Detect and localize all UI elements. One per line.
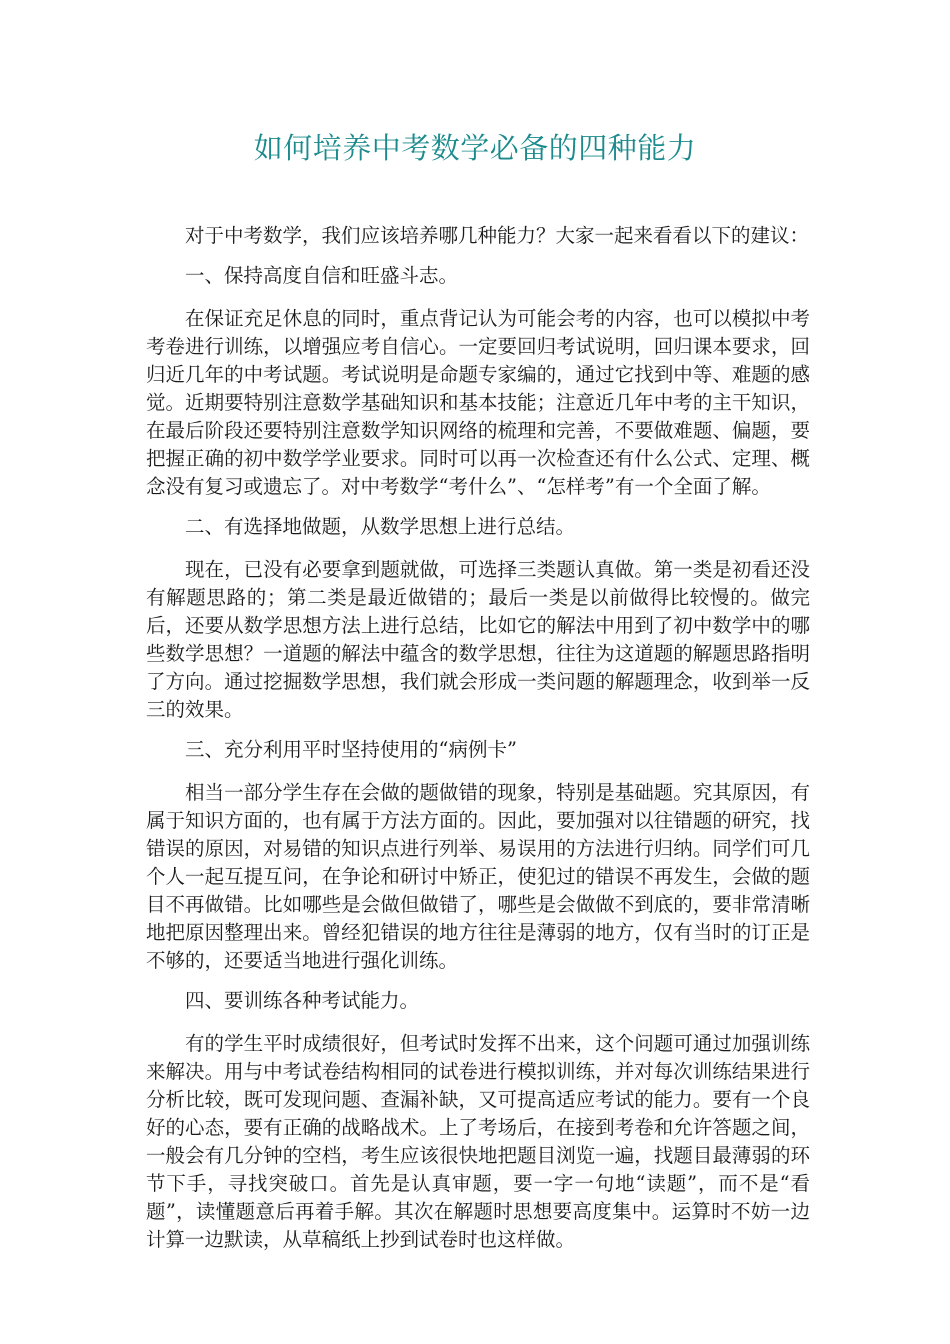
section-heading-3: 三、充分利用平时坚持使用的“病例卡” xyxy=(185,738,517,761)
section-heading-1: 一、保持高度自信和旺盛斗志。 xyxy=(185,264,459,287)
document-body xyxy=(146,222,810,1266)
document-title: 如何培养中考数学必备的四种能力 xyxy=(253,131,697,165)
section-body-2: 现在，已没有必要拿到题就做，可选择三类题认真做。第一类是初看还没有解题思路的；第二类是最近做错的；最后一类是以前做得比较慢的。做完后，还要从数学思想方法上进行总结，比如它的解法中用到了初中数学中的哪些数学思想？一道题的解法中蕴含的数学思想，往往为这道题的解题思路指明了方向。通过挖掘数学思想，我们就会形成一类问题的解题理念，收到举一反三的效果。 xyxy=(146,558,810,721)
section-heading-4: 四、要训练各种考试能力。 xyxy=(185,989,420,1012)
section-body-3: 相当一部分学生存在会做的题做错的现象，特别是基础题。究其原因，有属于知识方面的，也有属于方法方面的。因此，要加强对以往错题的研究，找错误的原因，对易错的知识点进行列举、易误用的方法进行归纳。同学们可几个人一起互提互问，在争论和研讨中矫正，使犯过的错误不再发生，会做的题目不再做错。比如哪些是会做但做错了，哪些是会做做不到底的，要非常清晰地把原因整理出来。曾经犯错误的地方往往是薄弱的地方，仅有当时的订正是不够的，还要适当地进行强化训练。 xyxy=(146,781,810,972)
intro-paragraph: 对于中考数学，我们应该培养哪几种能力？大家一起来看看以下的建议： xyxy=(185,224,810,247)
section-body-4: 有的学生平时成绩很好，但考试时发挥不出来，这个问题可通过加强训练来解决。用与中考试卷结构相同的试卷进行模拟训练，并对每次训练结果进行分析比较，既可发现问题、查漏补缺，又可提高适应考试的能力。要有一个良好的心态，要有正确的战略战术。上了考场后，在接到考卷和允许答题之间，一般会有几分钟的空档，考生应该很快地把题目浏览一遍，找题目最薄弱的环节下手，寻找突破口。首先是认真审题，要一字一句地“读题”，而不是“看题”，读懂题意后再着手解。其次在解题时思想要高度集中。运算时不妨一边计算一边默读，从草稿纸上抄到试卷时也这样做。 xyxy=(146,1032,810,1251)
section-heading-2: 二、有选择地做题，从数学思想上进行总结。 xyxy=(185,515,576,538)
section-body-1: 在保证充足休息的同时，重点背记认为可能会考的内容，也可以模拟中考考卷进行训练，以增强应考自信心。一定要回归考试说明，回归课本要求，回归近几年的中考试题。考试说明是命题专家编的，通过它找到中等、难题的感觉。近期要特别注意数学基础知识和基本技能；注意近几年中考的主干知识，在最后阶段还要特别注意数学知识网络的梳理和完善，不要做难题、偏题，要把握正确的初中数学学业要求。同时可以再一次检查还有什么公式、定理、概念没有复习或遗忘了。对中考数学“考什么”、“怎样考”有一个全面了解。 xyxy=(146,307,810,498)
